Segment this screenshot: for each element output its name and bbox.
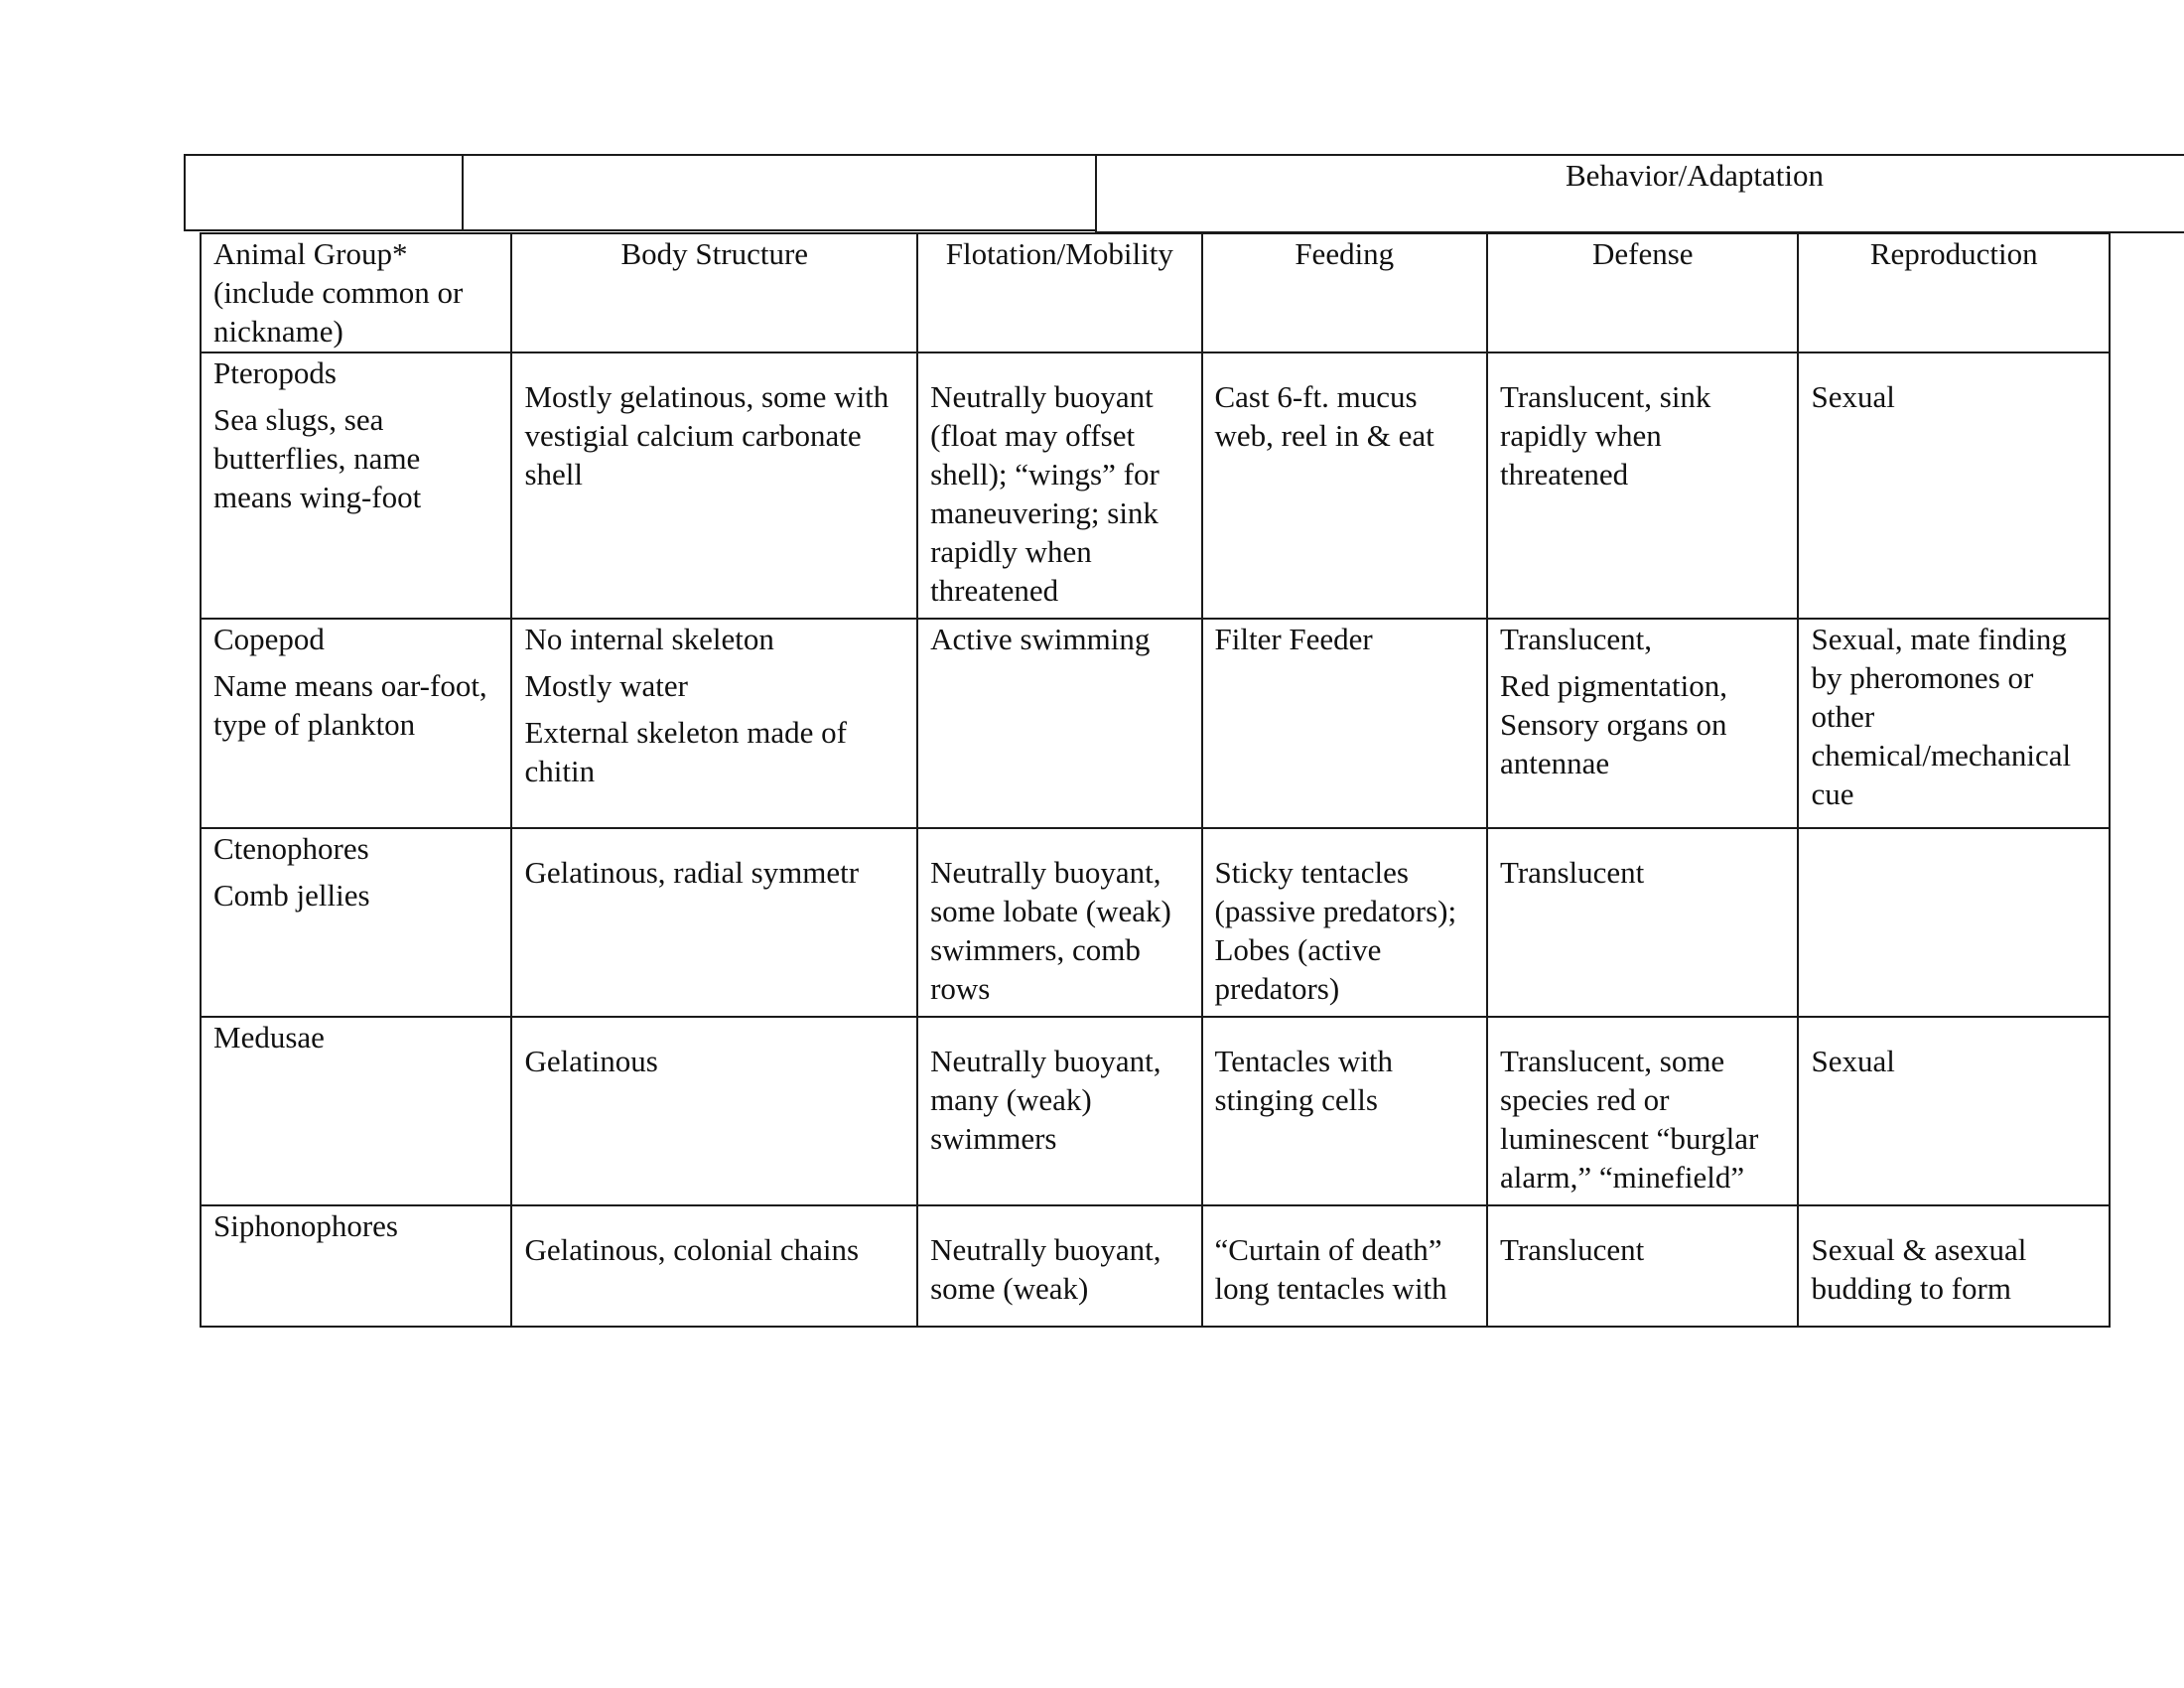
table-top-header-row: [184, 154, 2110, 233]
group-nickname: Name means oar-foot, type of plankton: [213, 668, 487, 742]
header-flotation-mobility: Flotation/Mobility: [917, 233, 1201, 352]
cell-flotation-mobility: [917, 352, 1201, 619]
body-structure-text: Gelatinous, colonial chains: [524, 1232, 860, 1267]
cell-defense: [1487, 828, 1798, 1017]
plankton-comparison-table: [200, 232, 2111, 1328]
cell-defense: [1487, 352, 1798, 619]
table-row-copepod: [201, 619, 2110, 828]
feeding-text: Cast 6-ft. mucus web, reel in & eat: [1214, 379, 1434, 453]
cell-body-structure: [511, 1205, 917, 1327]
cell-animal-group: [201, 619, 511, 828]
body-structure-text: Gelatinous: [524, 1044, 658, 1078]
table-row-pteropods: [201, 352, 2110, 619]
cell-body-structure: [511, 352, 917, 619]
reproduction-text: Sexual, mate finding by pheromones or other chemical/mechanical cue: [1811, 622, 2072, 811]
table-row-ctenophores: [201, 828, 2110, 1017]
cell-feeding: [1202, 828, 1488, 1017]
reproduction-text: Sexual & asexual budding to form: [1811, 1232, 2027, 1306]
reproduction-text: Sexual: [1811, 1044, 1895, 1078]
cell-body-structure: [511, 1017, 917, 1205]
group-name: Ctenophores: [213, 831, 369, 866]
cell-defense: [1487, 619, 1798, 828]
flotation-mobility-text: Neutrally buoyant, some (weak): [930, 1232, 1161, 1306]
defense-text: Translucent: [1500, 1232, 1645, 1267]
cell-animal-group: [201, 352, 511, 619]
body-structure-line: External skeleton made of chitin: [524, 715, 847, 788]
behavior-adaptation-title: Behavior/Adaptation: [1566, 158, 1824, 193]
flotation-mobility-text: Neutrally buoyant, some lobate (weak) swimmers, comb rows: [930, 855, 1171, 1006]
feeding-text: Sticky tentacles (passive predators); Lobes (active predators): [1214, 855, 1457, 1006]
table-row-siphonophores: [201, 1205, 2110, 1327]
cell-reproduction: [1798, 1017, 2110, 1205]
body-structure-line: No internal skeleton: [524, 622, 774, 656]
cell-animal-group: [201, 1205, 511, 1327]
top-blank-cell-2: [462, 154, 1097, 231]
cell-defense: [1487, 1017, 1798, 1205]
defense-text: Translucent, sink rapidly when threatened: [1500, 379, 1711, 492]
feeding-text: Tentacles with stinging cells: [1214, 1044, 1393, 1117]
table-row-medusae: [201, 1017, 2110, 1205]
body-structure-text: Mostly gelatinous, some with vestigial calcium carbonate shell: [524, 379, 889, 492]
header-defense: Defense: [1487, 233, 1798, 352]
cell-flotation-mobility: [917, 1017, 1201, 1205]
group-name: Medusae: [213, 1020, 325, 1055]
cell-feeding: [1202, 619, 1488, 828]
cell-reproduction: [1798, 619, 2110, 828]
cell-feeding: [1202, 1205, 1488, 1327]
flotation-mobility-text: Neutrally buoyant, many (weak) swimmers: [930, 1044, 1161, 1156]
group-nickname: Sea slugs, sea butterflies, name means wing-foot: [213, 402, 422, 514]
top-blank-cell-1: [184, 154, 464, 231]
cell-reproduction: [1798, 1205, 2110, 1327]
group-nickname: Comb jellies: [213, 878, 370, 913]
cell-animal-group: [201, 828, 511, 1017]
cell-feeding: [1202, 1017, 1488, 1205]
reproduction-text: [1811, 829, 2097, 853]
header-body-structure: Body Structure: [511, 233, 917, 352]
cell-body-structure: [511, 619, 917, 828]
cell-reproduction: [1798, 828, 2110, 1017]
header-reproduction: Reproduction: [1798, 233, 2110, 352]
defense-line: Red pigmentation, Sensory organs on antennae: [1500, 668, 1728, 780]
body-structure-line: Mostly water: [524, 668, 688, 703]
defense-line: Translucent,: [1500, 622, 1653, 656]
reproduction-text: Sexual: [1811, 379, 1895, 414]
group-name: Siphonophores: [213, 1208, 398, 1243]
column-header-row: [201, 233, 2110, 352]
cell-animal-group: [201, 1017, 511, 1205]
group-name: Copepod: [213, 622, 325, 656]
feeding-text: “Curtain of death” long tentacles with: [1214, 1232, 1447, 1306]
cell-defense: [1487, 1205, 1798, 1327]
body-structure-text: Gelatinous, radial symmetr: [524, 855, 860, 890]
flotation-mobility-text: Active swimming: [930, 622, 1151, 656]
cell-body-structure: [511, 828, 917, 1017]
group-name: Pteropods: [213, 355, 337, 390]
cell-feeding: [1202, 352, 1488, 619]
behavior-adaptation-header-cell: [1095, 154, 2184, 233]
header-animal-group: Animal Group* (include common or nickname): [201, 233, 511, 352]
cell-reproduction: [1798, 352, 2110, 619]
header-feeding: Feeding: [1202, 233, 1488, 352]
defense-text: Translucent: [1500, 855, 1645, 890]
defense-text: Translucent, some species red or luminescent “burglar alarm,” “minefield”: [1500, 1044, 1759, 1195]
cell-flotation-mobility: [917, 619, 1201, 828]
cell-flotation-mobility: [917, 828, 1201, 1017]
cell-flotation-mobility: [917, 1205, 1201, 1327]
flotation-mobility-text: Neutrally buoyant (float may offset shell); “wings” for maneuvering; sink rapidly when threatened: [930, 379, 1160, 608]
feeding-text: Filter Feeder: [1214, 622, 1373, 656]
